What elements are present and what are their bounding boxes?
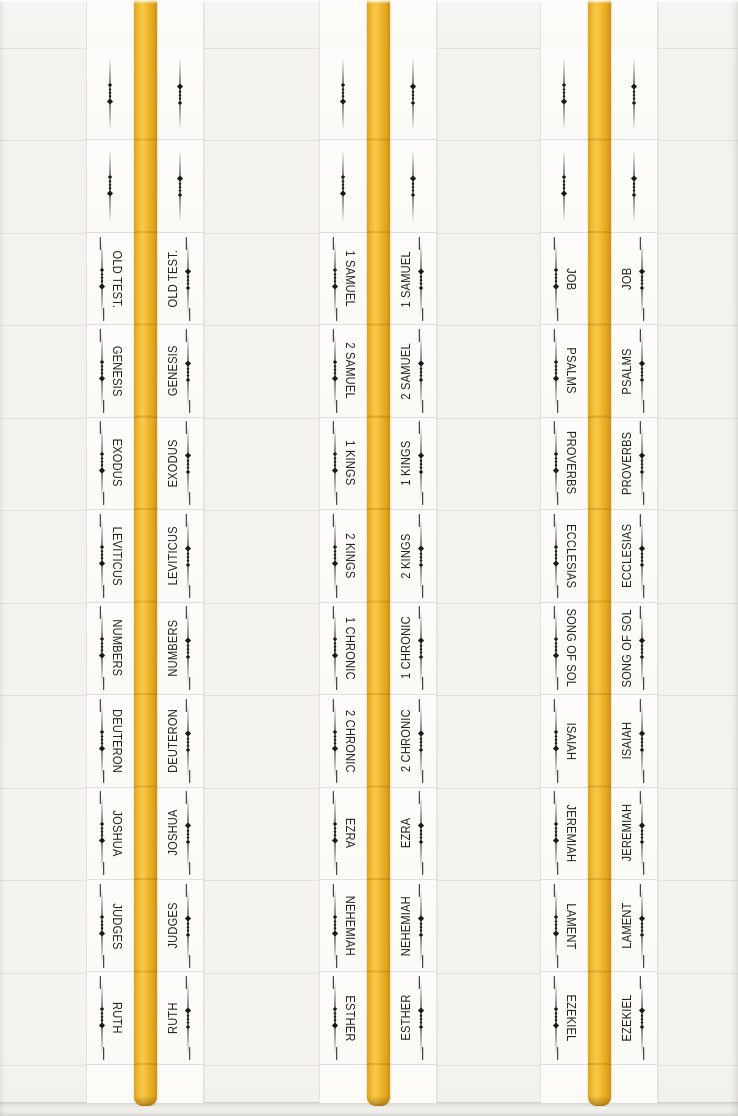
tab-strip-strip-2 xyxy=(319,0,437,1116)
tab-cell-right xyxy=(611,140,659,231)
diamond-flourish-divider-icon xyxy=(636,699,648,783)
tab-inner xyxy=(611,418,657,508)
blank-cell xyxy=(157,1065,205,1103)
diamond-flourish-divider-icon xyxy=(329,699,341,783)
diamond-flourish-divider-icon xyxy=(182,976,194,1060)
diamond-flourish-divider-icon xyxy=(104,56,116,132)
tab-label: EZRA xyxy=(343,818,359,849)
diamond-flourish-divider-icon xyxy=(550,329,562,413)
diamond-flourish-divider-icon xyxy=(182,884,194,968)
tab-cell-right xyxy=(157,418,205,509)
tab-inner xyxy=(541,788,587,878)
diamond-flourish-divider-icon xyxy=(174,148,186,224)
diamond-flourish-divider-icon xyxy=(550,884,562,968)
diamond-flourish-divider-icon xyxy=(329,329,341,413)
tab-label: EZEKIEL xyxy=(618,994,634,1042)
tab-cell-left xyxy=(540,603,588,694)
diamond-flourish-divider-icon xyxy=(96,884,108,968)
tab-inner xyxy=(611,326,657,416)
diamond-flourish-divider-icon xyxy=(329,514,341,598)
tab-cell-right xyxy=(157,788,205,879)
tab-inner xyxy=(320,49,366,139)
diamond-flourish-divider-icon xyxy=(415,329,427,413)
tab-inner xyxy=(541,141,587,231)
tab-inner xyxy=(611,141,657,231)
tab-inner xyxy=(611,49,657,139)
tab-inner xyxy=(157,511,203,601)
diamond-flourish-divider-icon xyxy=(628,56,640,132)
tab-cell-left xyxy=(86,48,134,139)
diamond-flourish-divider-icon xyxy=(415,976,427,1060)
tab-label: ESTHER xyxy=(397,994,413,1042)
tab-cell-left xyxy=(319,48,367,139)
diamond-flourish-divider-icon xyxy=(558,56,570,132)
diamond-flourish-divider-icon xyxy=(415,237,427,321)
tab-inner xyxy=(87,881,133,971)
tab-label: JOSHUA xyxy=(110,810,126,857)
diamond-flourish-divider-icon xyxy=(96,514,108,598)
tab-cell-left xyxy=(86,418,134,509)
tab-label: JOB xyxy=(618,267,634,290)
tab-cell-right xyxy=(611,972,659,1063)
tab-label: 2 SAMUEL xyxy=(397,342,413,400)
tab-inner xyxy=(157,788,203,878)
tab-cell-right xyxy=(611,603,659,694)
tab-inner xyxy=(157,973,203,1063)
tab-inner xyxy=(541,603,587,693)
diamond-flourish-divider-icon xyxy=(415,699,427,783)
tab-label: EXODUS xyxy=(110,439,126,488)
score-line xyxy=(204,0,205,1103)
diamond-flourish-divider-icon xyxy=(636,237,648,321)
diamond-flourish-divider-icon xyxy=(415,606,427,690)
tab-cell-right xyxy=(611,233,659,324)
tab-label: NEHEMIAH xyxy=(343,895,359,956)
tab-inner xyxy=(611,696,657,786)
tab-inner xyxy=(87,973,133,1063)
tab-label: RUTH xyxy=(164,1002,180,1034)
tab-inner xyxy=(320,234,366,324)
tab-strip-strip-1 xyxy=(86,0,204,1116)
tab-label: PROVERBS xyxy=(618,431,634,496)
tab-label: JUDGES xyxy=(164,902,180,949)
tab-label: NUMBERS xyxy=(164,619,180,677)
tab-cell-right xyxy=(390,233,438,324)
diamond-flourish-divider-icon xyxy=(96,606,108,690)
tab-cell-left xyxy=(540,48,588,139)
diamond-flourish-divider-icon xyxy=(415,884,427,968)
tab-inner xyxy=(541,326,587,416)
tab-inner xyxy=(541,234,587,324)
diamond-flourish-divider-icon xyxy=(329,421,341,505)
tab-inner xyxy=(541,881,587,971)
tab-label: 1 CHRONIC xyxy=(343,616,359,680)
tab-label: 1 KINGS xyxy=(343,440,359,487)
tab-inner xyxy=(541,973,587,1063)
tab-inner xyxy=(157,326,203,416)
tab-inner xyxy=(390,603,436,693)
tab-cell-right xyxy=(611,880,659,971)
diamond-flourish-divider-icon xyxy=(628,148,640,224)
blank-cell xyxy=(611,0,659,48)
tab-inner xyxy=(611,973,657,1063)
tab-cell-left xyxy=(86,140,134,231)
tab-cell-right xyxy=(611,788,659,879)
diamond-flourish-divider-icon xyxy=(182,791,194,875)
tab-inner xyxy=(87,696,133,786)
tab-inner xyxy=(87,788,133,878)
tab-label: ISAIAH xyxy=(564,721,580,760)
diamond-flourish-divider-icon xyxy=(558,148,570,224)
tab-inner xyxy=(157,49,203,139)
tab-cell-right xyxy=(390,788,438,879)
tab-cell-right xyxy=(611,695,659,786)
tab-inner xyxy=(87,49,133,139)
tab-label: RUTH xyxy=(110,1002,126,1034)
tab-label: ISAIAH xyxy=(618,721,634,760)
tab-cell-right xyxy=(390,603,438,694)
diamond-flourish-divider-icon xyxy=(636,514,648,598)
tab-label: 2 CHRONIC xyxy=(343,709,359,773)
diamond-flourish-divider-icon xyxy=(636,884,648,968)
tab-inner xyxy=(541,696,587,786)
tab-cell-left xyxy=(540,140,588,231)
tab-inner xyxy=(320,511,366,601)
diamond-flourish-divider-icon xyxy=(96,976,108,1060)
tab-label: NEHEMIAH xyxy=(397,895,413,956)
diamond-flourish-divider-icon xyxy=(415,421,427,505)
blank-cell xyxy=(611,1065,659,1103)
diamond-flourish-divider-icon xyxy=(415,791,427,875)
tab-label: GENESIS xyxy=(164,345,180,397)
blank-cell xyxy=(390,0,438,48)
diamond-flourish-divider-icon xyxy=(636,329,648,413)
tab-label: OLD TEST. xyxy=(110,249,126,308)
tab-cell-right xyxy=(390,880,438,971)
tab-inner xyxy=(87,511,133,601)
tab-label: 2 CHRONIC xyxy=(397,709,413,773)
tab-inner xyxy=(87,603,133,693)
tab-label: SONG OF SOL xyxy=(618,609,634,688)
tab-cell-left xyxy=(86,233,134,324)
diamond-flourish-divider-icon xyxy=(550,421,562,505)
tab-cell-left xyxy=(319,325,367,416)
tab-label: ESTHER xyxy=(343,994,359,1042)
gold-stripe xyxy=(588,0,611,1106)
blank-cell xyxy=(390,1065,438,1103)
tab-cell-right xyxy=(390,48,438,139)
tab-cell-right xyxy=(611,325,659,416)
diamond-flourish-divider-icon xyxy=(636,606,648,690)
tab-label: PSALMS xyxy=(618,347,634,395)
tab-inner xyxy=(320,881,366,971)
tab-inner xyxy=(87,234,133,324)
tab-label: 1 SAMUEL xyxy=(343,250,359,307)
tab-cell-right xyxy=(157,140,205,231)
tab-inner xyxy=(541,511,587,601)
diamond-flourish-divider-icon xyxy=(407,148,419,224)
tab-inner xyxy=(320,418,366,508)
tab-cell-left xyxy=(319,695,367,786)
diamond-flourish-divider-icon xyxy=(182,237,194,321)
tab-inner xyxy=(320,141,366,231)
tab-inner xyxy=(611,234,657,324)
tab-label: JEREMIAH xyxy=(564,804,580,863)
blank-cell xyxy=(540,0,588,48)
diamond-flourish-divider-icon xyxy=(96,237,108,321)
tab-inner xyxy=(541,418,587,508)
tab-inner xyxy=(390,234,436,324)
tab-inner xyxy=(390,49,436,139)
tab-label: 2 KINGS xyxy=(397,533,413,579)
diamond-flourish-divider-icon xyxy=(104,148,116,224)
tab-cell-right xyxy=(611,418,659,509)
diamond-flourish-divider-icon xyxy=(329,237,341,321)
score-line xyxy=(658,0,659,1103)
tab-label: ECCLESIAS xyxy=(564,523,580,588)
diamond-flourish-divider-icon xyxy=(96,791,108,875)
diamond-flourish-divider-icon xyxy=(329,884,341,968)
tab-inner xyxy=(320,788,366,878)
tab-inner xyxy=(390,326,436,416)
tab-label: LAMENT xyxy=(618,902,634,949)
blank-cell xyxy=(86,1065,134,1103)
diamond-flourish-divider-icon xyxy=(636,791,648,875)
tab-label: OLD TEST. xyxy=(164,249,180,308)
tab-cell-left xyxy=(319,880,367,971)
tab-inner xyxy=(157,234,203,324)
tab-label: JOSHUA xyxy=(164,810,180,857)
tab-label: NUMBERS xyxy=(110,619,126,677)
diamond-flourish-divider-icon xyxy=(329,791,341,875)
tab-label: 2 KINGS xyxy=(343,533,359,579)
tab-inner xyxy=(390,141,436,231)
tab-cell-left xyxy=(86,325,134,416)
diamond-flourish-divider-icon xyxy=(337,148,349,224)
tab-cell-left xyxy=(540,972,588,1063)
diamond-flourish-divider-icon xyxy=(636,976,648,1060)
tab-cell-right xyxy=(157,325,205,416)
diamond-flourish-divider-icon xyxy=(415,514,427,598)
tab-cell-right xyxy=(157,48,205,139)
tab-cell-left xyxy=(540,233,588,324)
tab-cell-left xyxy=(86,510,134,601)
tab-label: LEVITICUS xyxy=(110,526,126,586)
tab-cell-left xyxy=(540,325,588,416)
diamond-flourish-divider-icon xyxy=(96,421,108,505)
tab-inner xyxy=(611,788,657,878)
tab-cell-left xyxy=(86,603,134,694)
tab-cell-right xyxy=(390,510,438,601)
diamond-flourish-divider-icon xyxy=(96,699,108,783)
tab-cell-left xyxy=(319,418,367,509)
tab-label: 1 SAMUEL xyxy=(397,250,413,307)
tab-cell-right xyxy=(390,140,438,231)
tab-label: EXODUS xyxy=(164,439,180,488)
tab-label: SONG OF SOL xyxy=(564,609,580,688)
tab-inner xyxy=(611,603,657,693)
tab-inner xyxy=(390,881,436,971)
tab-strip-strip-3 xyxy=(540,0,658,1116)
tab-inner xyxy=(320,603,366,693)
tab-label: 1 CHRONIC xyxy=(397,616,413,680)
tab-inner xyxy=(390,696,436,786)
diamond-flourish-divider-icon xyxy=(96,329,108,413)
tab-label: PSALMS xyxy=(564,347,580,395)
tab-inner xyxy=(390,511,436,601)
tab-cell-right xyxy=(611,510,659,601)
tab-label: ECCLESIAS xyxy=(618,523,634,588)
tab-cell-right xyxy=(157,695,205,786)
diamond-flourish-divider-icon xyxy=(550,791,562,875)
diamond-flourish-divider-icon xyxy=(636,421,648,505)
tab-inner xyxy=(611,511,657,601)
diamond-flourish-divider-icon xyxy=(550,976,562,1060)
tab-label: LEVITICUS xyxy=(164,526,180,586)
tab-inner xyxy=(157,696,203,786)
tab-cell-right xyxy=(157,880,205,971)
blank-cell xyxy=(540,1065,588,1103)
diamond-flourish-divider-icon xyxy=(182,514,194,598)
tab-cell-left xyxy=(319,233,367,324)
tab-inner xyxy=(320,326,366,416)
tab-label: LAMENT xyxy=(564,902,580,949)
tab-label: PROVERBS xyxy=(564,431,580,496)
tab-label: DEUTERON xyxy=(110,708,126,773)
tab-cell-right xyxy=(611,48,659,139)
gold-stripe xyxy=(367,0,390,1106)
tab-cell-right xyxy=(390,695,438,786)
blank-cell xyxy=(319,0,367,48)
tab-cell-right xyxy=(390,325,438,416)
diamond-flourish-divider-icon xyxy=(182,606,194,690)
tab-inner xyxy=(157,603,203,693)
tab-label: 2 SAMUEL xyxy=(343,342,359,400)
tab-inner xyxy=(157,418,203,508)
diamond-flourish-divider-icon xyxy=(550,699,562,783)
tab-label: EZRA xyxy=(397,818,413,849)
tab-inner xyxy=(157,881,203,971)
gold-stripe-tip xyxy=(367,1096,390,1106)
diamond-flourish-divider-icon xyxy=(550,514,562,598)
diamond-flourish-divider-icon xyxy=(174,56,186,132)
tab-inner xyxy=(87,141,133,231)
tab-label: 1 KINGS xyxy=(397,440,413,487)
tab-cell-left xyxy=(540,510,588,601)
tab-cell-left xyxy=(86,880,134,971)
tab-inner xyxy=(611,881,657,971)
gold-stripe xyxy=(134,0,157,1106)
tab-cell-left xyxy=(540,880,588,971)
tab-inner xyxy=(390,788,436,878)
tab-cell-right xyxy=(157,233,205,324)
tab-inner xyxy=(157,141,203,231)
tab-cell-left xyxy=(86,695,134,786)
tab-cell-left xyxy=(86,972,134,1063)
tab-label: JEREMIAH xyxy=(618,804,634,863)
tab-inner xyxy=(320,696,366,786)
diamond-flourish-divider-icon xyxy=(550,237,562,321)
diamond-flourish-divider-icon xyxy=(550,606,562,690)
blank-cell xyxy=(86,0,134,48)
tab-cell-left xyxy=(319,510,367,601)
tab-inner xyxy=(320,973,366,1063)
tab-cell-left xyxy=(540,418,588,509)
gold-stripe-tip xyxy=(588,1096,611,1106)
gold-stripe-tip xyxy=(134,1096,157,1106)
tab-label: DEUTERON xyxy=(164,708,180,773)
tab-label: JOB xyxy=(564,267,580,290)
blank-cell xyxy=(157,0,205,48)
tab-label: GENESIS xyxy=(110,345,126,397)
diamond-flourish-divider-icon xyxy=(329,606,341,690)
tab-cell-left xyxy=(319,603,367,694)
tab-cell-right xyxy=(157,972,205,1063)
tab-label: EZEKIEL xyxy=(564,994,580,1042)
tab-inner xyxy=(541,49,587,139)
tab-inner xyxy=(390,418,436,508)
tab-cell-left xyxy=(540,788,588,879)
tab-cell-left xyxy=(540,695,588,786)
tab-cell-left xyxy=(319,788,367,879)
diamond-flourish-divider-icon xyxy=(182,329,194,413)
tab-cell-right xyxy=(390,972,438,1063)
tab-inner xyxy=(87,326,133,416)
tab-cell-right xyxy=(390,418,438,509)
tab-inner xyxy=(87,418,133,508)
score-line xyxy=(437,0,438,1103)
diamond-flourish-divider-icon xyxy=(182,699,194,783)
tab-cell-left xyxy=(319,140,367,231)
tab-cell-left xyxy=(319,972,367,1063)
tab-cell-right xyxy=(157,603,205,694)
diamond-flourish-divider-icon xyxy=(337,56,349,132)
tab-cell-right xyxy=(157,510,205,601)
tab-label: JUDGES xyxy=(110,902,126,949)
blank-cell xyxy=(319,1065,367,1103)
diamond-flourish-divider-icon xyxy=(407,56,419,132)
tab-inner xyxy=(390,973,436,1063)
diamond-flourish-divider-icon xyxy=(329,976,341,1060)
tab-cell-left xyxy=(86,788,134,879)
diamond-flourish-divider-icon xyxy=(182,421,194,505)
